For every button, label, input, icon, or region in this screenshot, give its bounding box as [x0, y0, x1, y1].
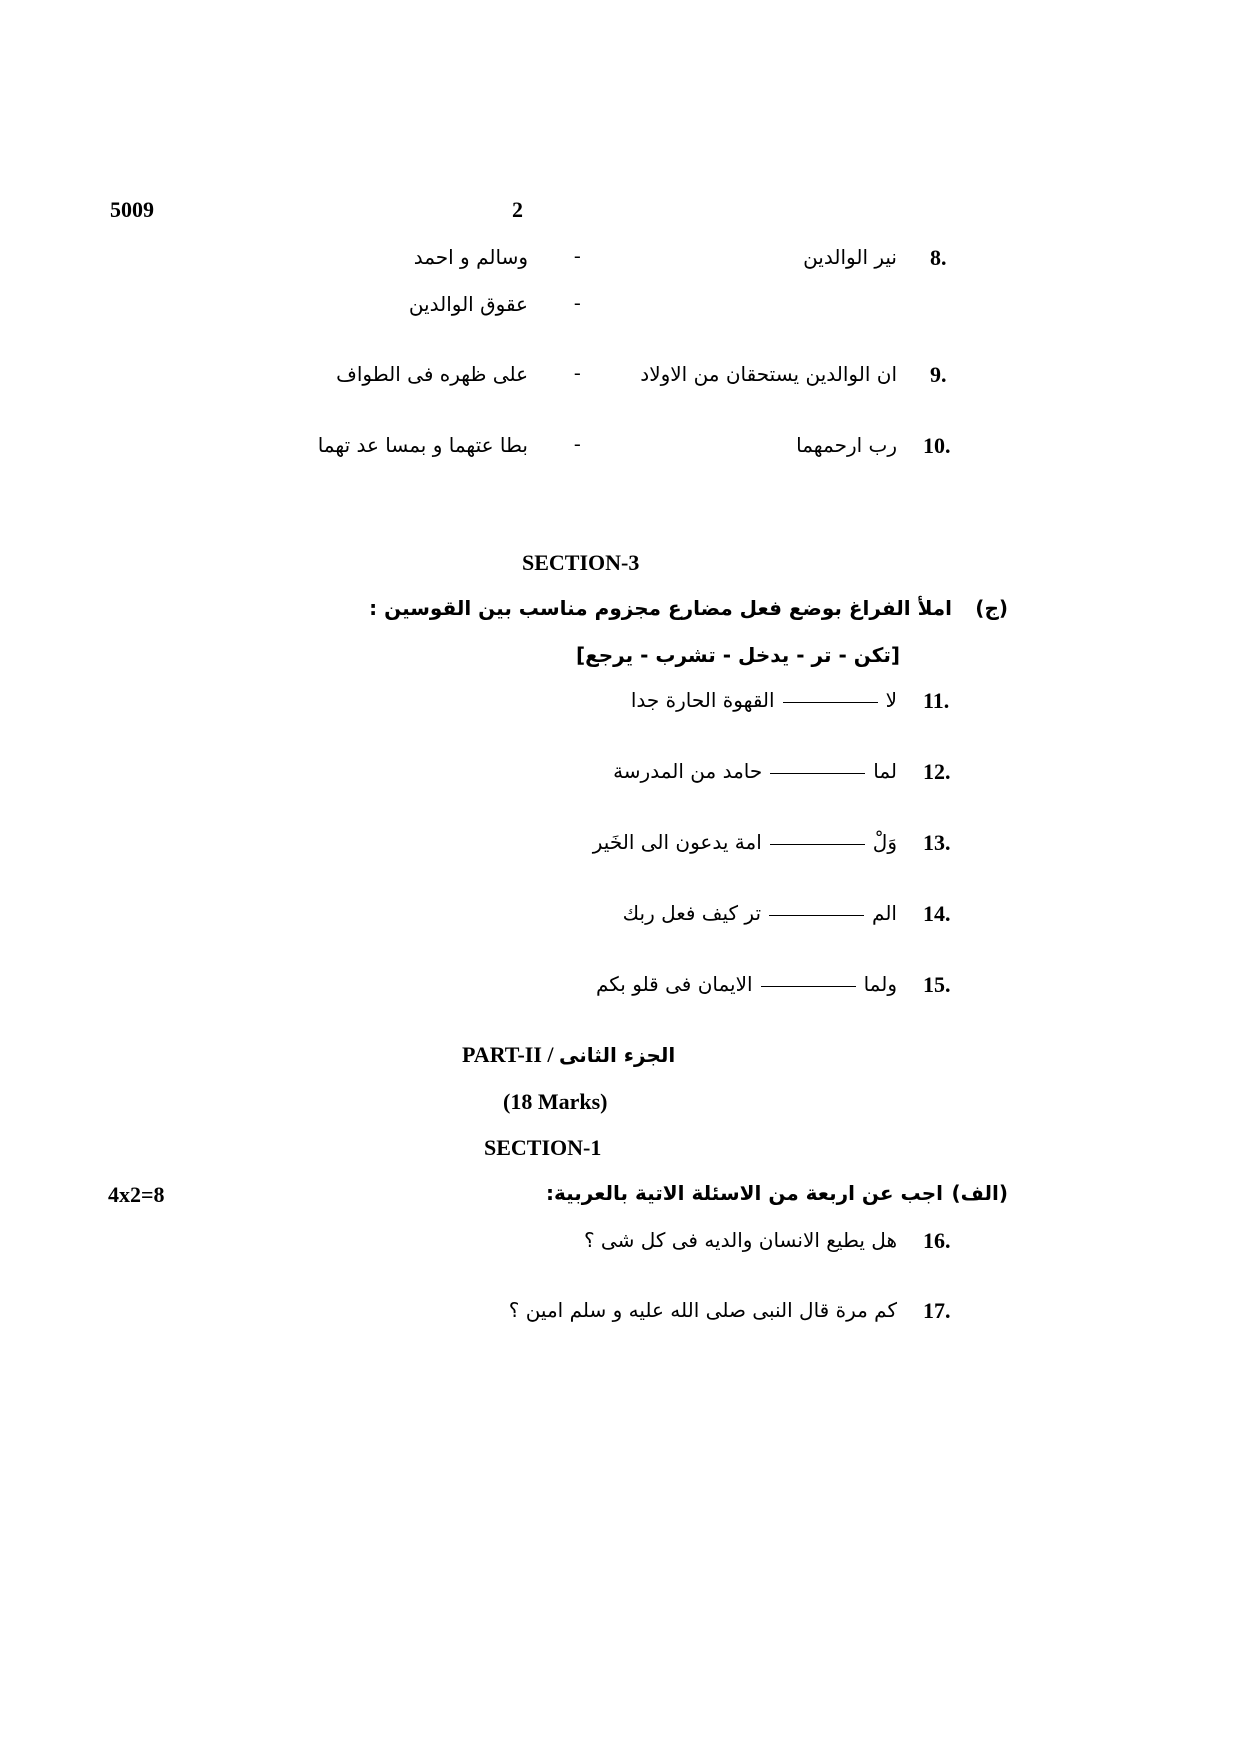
part-2-title-en: PART-II — [462, 1042, 542, 1067]
section-3-title: SECTION-3 — [522, 550, 640, 575]
sentence-before: الم — [872, 901, 897, 925]
sentence-after: الايمان فى قلو بكم — [595, 972, 753, 996]
sentence-before: وَلْ — [872, 830, 897, 854]
answer-blank — [769, 915, 864, 916]
sentence-before: ولما — [863, 972, 897, 996]
question-number: 15. — [923, 972, 951, 997]
question-number: 11. — [923, 688, 950, 713]
marks-formula: 4x2=8 — [108, 1182, 165, 1207]
sentence-before: لا — [885, 688, 897, 712]
dash: - — [574, 245, 581, 267]
matching-right-text: عقوق الوالدين — [408, 292, 528, 316]
section-3-instruction: املأ الفراغ بوضع فعل مضارع مجزوم مناسب بين القوسين : — [369, 596, 952, 620]
answer-blank — [770, 844, 865, 845]
sentence-after: القهوة الحارة جدا — [630, 688, 775, 712]
fill-blank-sentence — [631, 688, 897, 712]
part-2-title — [462, 1042, 675, 1068]
question-number: 9. — [930, 362, 947, 387]
answer-blank — [783, 702, 878, 703]
part-2-instruction: اجب عن اربعة من الاسئلة الاتية بالعربية: — [545, 1181, 943, 1205]
section-3-choices: [تكن - تر - يدخل - تشرب - يرجع] — [575, 643, 900, 667]
question-number: 8. — [930, 245, 947, 270]
fill-blank-sentence — [623, 901, 897, 925]
matching-left-text: رب ارحمهما — [796, 433, 897, 457]
sentence-after: امة يدعون الى الخَير — [592, 830, 762, 854]
matching-right-text: على ظهره فى الطواف — [336, 362, 528, 386]
sentence-before: لما — [873, 759, 897, 783]
fill-blank-sentence — [593, 830, 897, 854]
question-number: 12. — [923, 759, 951, 784]
paper-code: 5009 — [110, 197, 154, 222]
question-number: 10. — [923, 433, 951, 458]
question-text: هل يطيع الانسان والديه فى كل شى ؟ — [583, 1228, 897, 1252]
answer-blank — [761, 986, 856, 987]
question-text: كم مرة قال النبى صلى الله عليه و سلم امين ؟ — [508, 1298, 897, 1322]
matching-left-text: نير الوالدين — [803, 245, 897, 269]
part-2-title-sep: / — [541, 1042, 560, 1067]
question-number: 14. — [923, 901, 951, 926]
sentence-after: تر كيف فعل ربك — [622, 901, 762, 925]
fill-blank-sentence — [596, 972, 897, 996]
part-2-title-ar: الجزء الثانى — [559, 1043, 676, 1067]
question-number: 17. — [923, 1298, 951, 1323]
matching-right-text: بطا عتهما و بمسا عد تهما — [317, 433, 528, 457]
question-number: 13. — [923, 830, 951, 855]
part-2-marks: (18 Marks) — [503, 1089, 608, 1114]
part-2-label: (الف) — [951, 1181, 1008, 1205]
question-number: 16. — [923, 1228, 951, 1253]
answer-blank — [770, 773, 865, 774]
sentence-after: حامد من المدرسة — [613, 759, 763, 783]
dash: - — [574, 362, 581, 384]
fill-blank-sentence — [613, 759, 897, 783]
part-2-section-title: SECTION-1 — [484, 1135, 602, 1160]
matching-right-text: وسالم و احمد — [413, 245, 528, 269]
dash: - — [574, 433, 581, 455]
section-3-label: (ج) — [975, 596, 1008, 620]
matching-left-text: ان الوالدين يستحقان من الاولاد — [640, 362, 897, 386]
page-number: 2 — [512, 197, 523, 222]
dash: - — [574, 292, 581, 314]
